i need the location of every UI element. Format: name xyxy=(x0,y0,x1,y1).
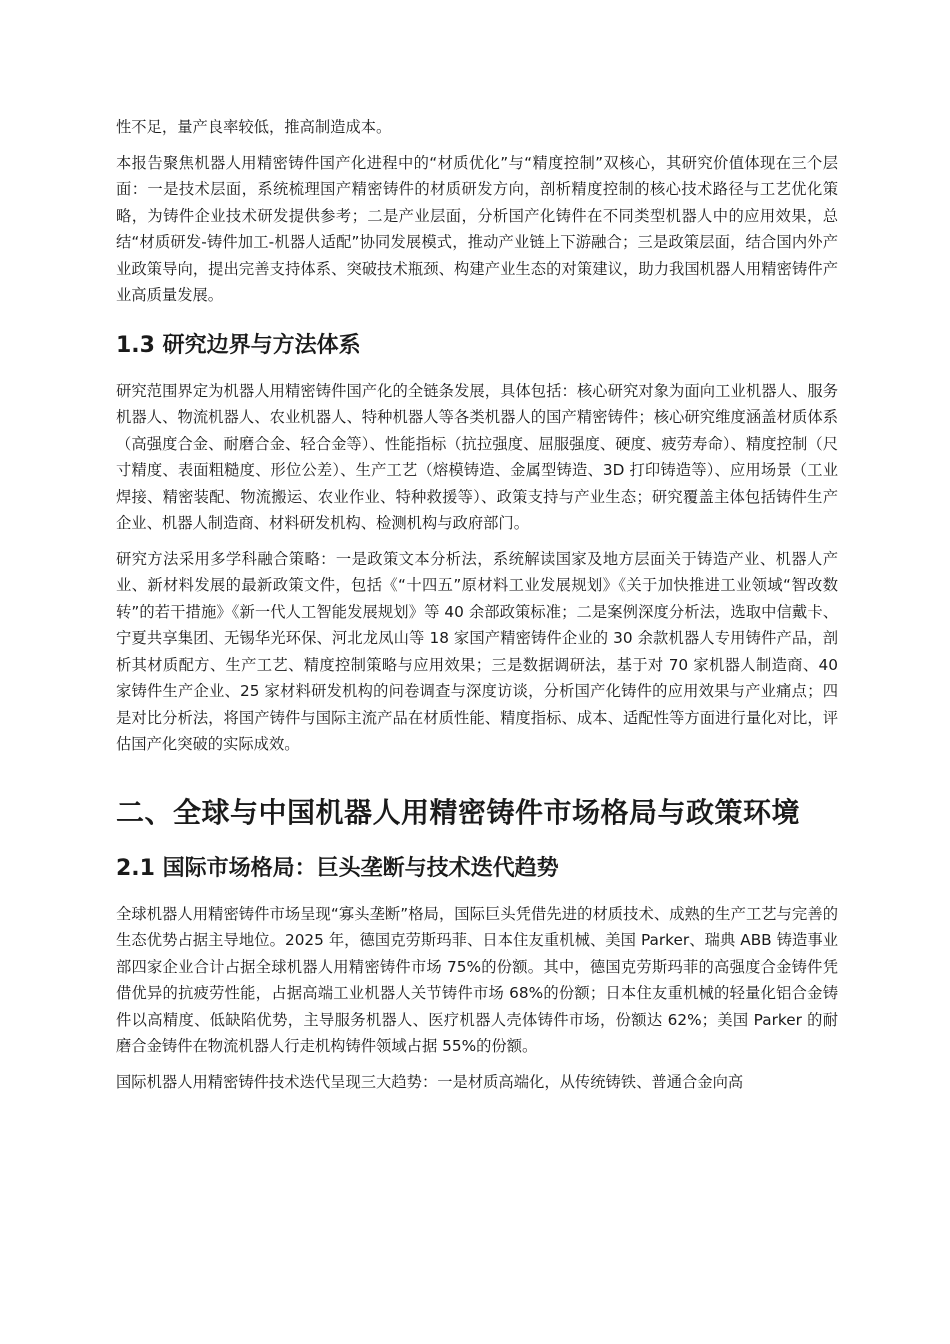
document-page xyxy=(116,114,838,1104)
paragraph: 研究方法采用多学科融合策略：一是政策文本分析法，系统解读国家及地方层面关于铸造产业、机器人产业、新材料发展的最新政策文件，包括《“十四五”原材料工业发展规划》《关于加快推进工业领域“智改数转”的若干措施》《新一代人工智能发展规划》等 40 余部政策标准；二是案例深度分析法，选取中信戴卡、宁夏共享集团、无锡华光环保、河北龙凤山等 18 家国产精密铸件企业的 30 余款机器人专用铸件产品，剖析其材质配方、生产工艺、精度控制策略与应用效果；三是数据调研法，基于对 70 家机器人制造商、40 家铸件生产企业、25 家材料研发机构的问卷调查与深度访谈，分析国产化铸件的应用效果与产业痛点；四是对比分析法，将国产铸件与国际主流产品在材质性能、精度指标、成本、适配性等方面进行量化对比，评估国产化突破的实际成效。 xyxy=(116,549,838,753)
paragraph: 研究范围界定为机器人用精密铸件国产化的全链条发展，具体包括：核心研究对象为面向工业机器人、服务机器人、物流机器人、农业机器人、特种机器人等各类机器人的国产精密铸件；核心研究维度涵盖材质体系（高强度合金、耐磨合金、轻合金等）、性能指标（抗拉强度、屈服强度、硬度、疲劳寿命）、精度控制（尺寸精度、表面粗糙度、形位公差）、生产工艺（熔模铸造、金属型铸造、3D 打印铸造等）、应用场景（工业焊接、精密装配、物流搬运、农业作业、特种救援等）、政策支持与产业生态；研究覆盖主体包括铸件生产企业、机器人制造商、材料研发机构、检测机构与政府部门。 xyxy=(116,381,838,532)
section-heading-2: 二、全球与中国机器人用精密铸件市场格局与政策环境 xyxy=(116,795,801,829)
subsection-heading-2-1: 2.1 国际市场格局：巨头垄断与技术迭代趋势 xyxy=(116,855,559,881)
paragraph: 性不足，量产良率较低，推高制造成本。 xyxy=(116,118,392,136)
paragraph: 国际机器人用精密铸件技术迭代呈现三大趋势：一是材质高端化，从传统铸铁、普通合金向高 xyxy=(116,1072,744,1091)
paragraph: 全球机器人用精密铸件市场呈现“寡头垄断”格局，国际巨头凭借先进的材质技术、成熟的生产工艺与完善的生态优势占据主导地位。2025 年，德国克劳斯玛菲、日本住友重机械、美国 Parker、瑞典 ABB 铸造事业部四家企业合计占据全球机器人用精密铸件市场 75%的份额。其中，德国克劳斯玛菲的高强度合金铸件凭借优异的抗疲劳性能，占据高端工业机器人关节铸件市场 68%的份额；日本住友重机械的轻量化铝合金铸件以高精度、低缺陷优势，主导服务机器人、医疗机器人壳体铸件市场，份额达 62%；美国 Parker 的耐磨合金铸件在物流机器人行走机构铸件领域占据 55%的份额。 xyxy=(116,904,838,1055)
paragraph: 本报告聚焦机器人用精密铸件国产化进程中的“材质优化”与“精度控制”双核心，其研究价值体现在三个层面：一是技术层面，系统梳理国产精密铸件的材质研发方向，剖析精度控制的核心技术路径与工艺优化策略，为铸件企业技术研发提供参考；二是产业层面，分析国产化铸件在不同类型机器人中的应用效果，总结“材质研发-铸件加工-机器人适配”协同发展模式，推动产业链上下游融合；三是政策层面，结合国内外产业政策导向，提出完善支持体系、突破技术瓶颈、构建产业生态的对策建议，助力我国机器人用精密铸件产业高质量发展。 xyxy=(116,153,838,304)
subsection-heading-1-3: 1.3 研究边界与方法体系 xyxy=(116,332,361,358)
